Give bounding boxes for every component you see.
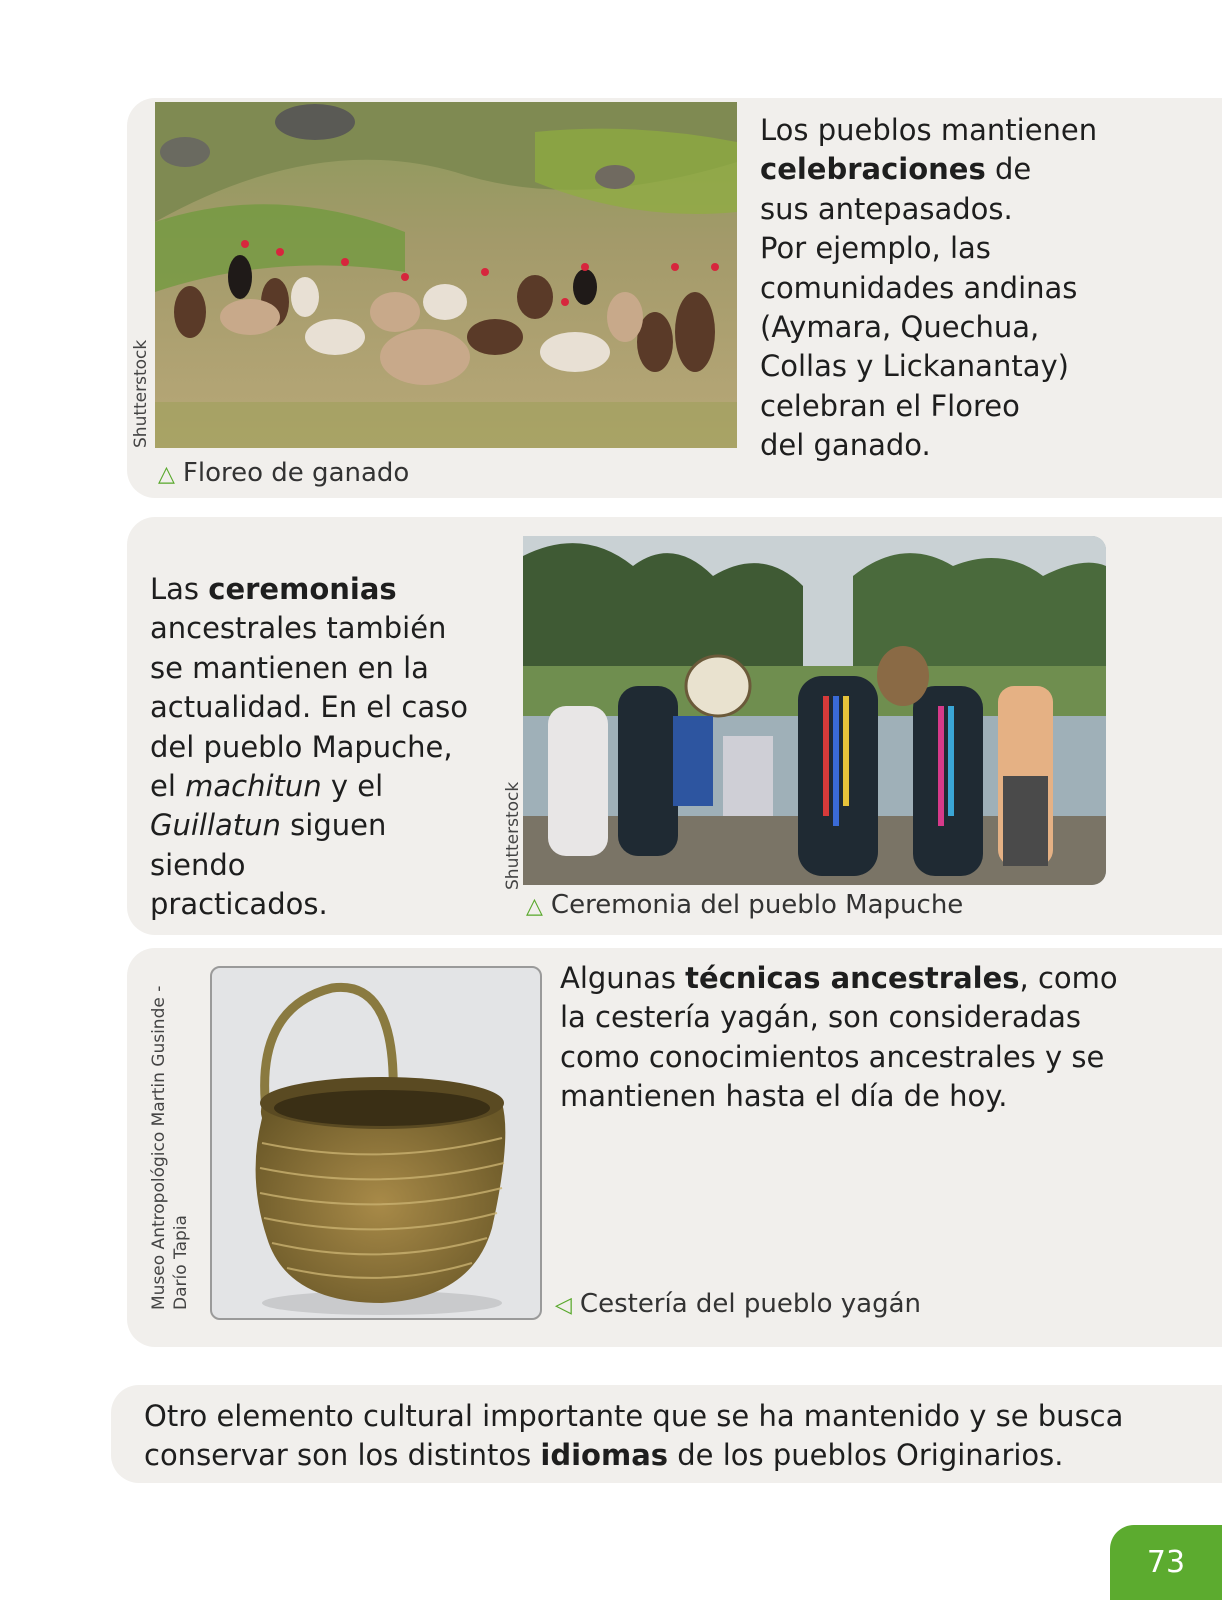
text-run: sus antepasados. [760, 191, 1013, 226]
text-run: Las [150, 572, 209, 606]
text-run: de los pueblos Originarios. [668, 1438, 1064, 1473]
photo-cesteria-yagan [210, 966, 542, 1320]
text-run: de [985, 152, 1032, 187]
photo-credit-museo [148, 986, 192, 1310]
text-run: comunidades andinas [760, 270, 1078, 305]
caption-mapuche [526, 890, 963, 920]
caption-cesteria [555, 1289, 921, 1319]
text-run: celebraciones [760, 152, 986, 187]
text-run: técnicas ancestrales [685, 961, 1020, 995]
text-run: Algunas [560, 961, 686, 995]
text-run: Otro elemento cultural importante que se ha mantenido y se busca [144, 1399, 1124, 1433]
caption-mapuche-text: Ceremonia del pueblo Mapuche [550, 890, 964, 920]
text-run: del pueblo Mapuche, [150, 729, 453, 764]
triangle-up-icon: △ [158, 462, 175, 487]
text-run: (Aymara, Quechua, [760, 310, 1040, 345]
text-run: machitun [185, 769, 322, 804]
caption-floreo-text: Floreo de ganado [182, 458, 410, 488]
text-idiomas [144, 1397, 1214, 1476]
photo-floreo-de-ganado [155, 102, 737, 448]
text-run: como conocimientos ancestrales y se [560, 1039, 1105, 1074]
triangle-left-icon: ◁ [555, 1293, 572, 1318]
text-run: practicados. [150, 887, 328, 922]
photo-credit-museo-line2: Darío Tapia [171, 1215, 191, 1310]
text-run: conservar son los distintos [144, 1438, 541, 1473]
photo-credit-museo-line1: Museo Antropológico Martin Gusinde - [149, 985, 169, 1310]
text-run: ancestrales también [150, 611, 447, 646]
text-run: celebran el Floreo [760, 388, 1020, 423]
text-run: la cestería yagán, son consideradas [560, 1000, 1081, 1035]
caption-cesteria-text: Cestería del pueblo yagán [579, 1289, 922, 1319]
text-run: Guillatun [150, 808, 281, 843]
text-run: Por ejemplo, las [760, 231, 991, 266]
photo-ceremonia-mapuche [523, 536, 1106, 885]
text-run: actualidad. En el caso [150, 690, 468, 725]
text-run: y el [321, 769, 384, 804]
photo-credit-mapuche: Shutterstock [503, 781, 523, 890]
text-run: Los pueblos mantienen [760, 113, 1098, 147]
text-run: del ganado. [760, 428, 931, 463]
text-run: siguen siendo [150, 808, 387, 882]
text-run: el [150, 769, 186, 804]
text-run: idiomas [540, 1438, 669, 1473]
photo-credit-floreo: Shutterstock [131, 339, 151, 448]
text-tecnicas [560, 959, 1120, 1117]
triangle-up-icon: △ [526, 894, 543, 919]
text-run: mantienen hasta el día de hoy. [560, 1079, 1008, 1114]
text-run: Collas y Lickanantay) [760, 349, 1069, 384]
text-run: ceremonias [208, 572, 397, 606]
text-run: se mantienen en la [150, 650, 429, 685]
text-run: , como [1019, 961, 1118, 995]
text-ceremonias [150, 570, 490, 925]
text-celebraciones [760, 111, 1200, 466]
caption-floreo [158, 458, 409, 488]
page-number: 73 [1110, 1525, 1222, 1600]
